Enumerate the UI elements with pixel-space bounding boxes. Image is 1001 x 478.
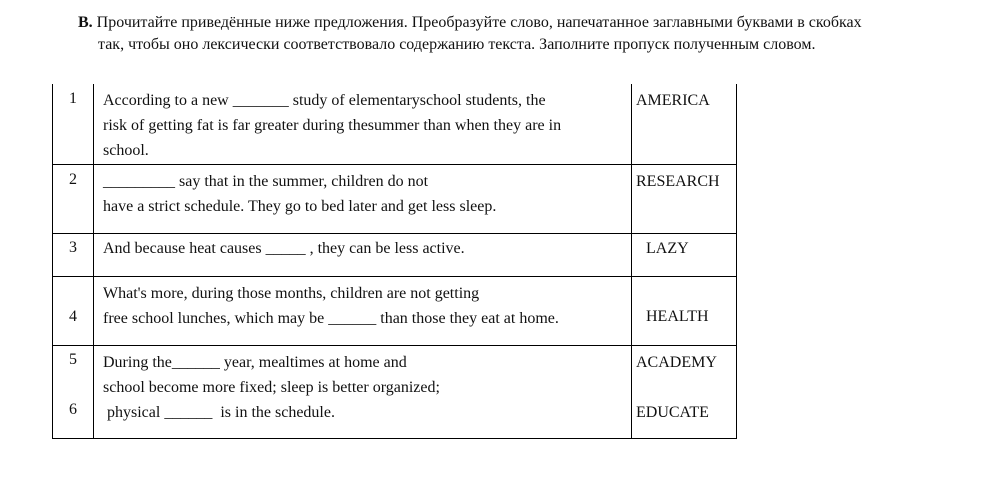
sentence-text: During the______ year, mealtimes at home and school become more fixed; sleep is better organized; physical ______ is in the schedule. <box>103 354 440 421</box>
table-row <box>53 165 737 234</box>
table-row <box>53 84 737 165</box>
task-label: B. <box>78 14 93 31</box>
table-row <box>53 346 737 439</box>
instruction-line-1: B. Прочитайте приведённые ниже предложения. Преобразуйте слово, напечатанное заглавными буквами в скобках <box>78 14 862 31</box>
key-word: RESEARCH <box>636 173 720 190</box>
key-word: EDUCATE <box>636 404 709 421</box>
sentence-text: And because heat causes _____ , they can be less active. <box>103 240 465 257</box>
key-word: ACADEMY <box>636 354 717 371</box>
sentence-text: What's more, during those months, children are not getting free school lunches, which may be ______ than those they eat at home. <box>103 285 559 327</box>
row-number: 6 <box>69 401 77 418</box>
instruction-line-2: так, чтобы оно лексически соответствовало содержанию текста. Заполните пропуск полученным словом. <box>98 36 816 53</box>
sentence-text: _________ say that in the summer, children do not have a strict schedule. They go to bed later and get less sleep. <box>103 173 497 215</box>
table-row <box>53 234 737 277</box>
key-word: LAZY <box>646 240 689 257</box>
instruction-block <box>78 12 988 56</box>
key-word: HEALTH <box>646 308 709 325</box>
row-number: 3 <box>69 239 77 256</box>
row-number: 2 <box>69 171 77 188</box>
row-number: 4 <box>69 308 77 325</box>
exercise-table <box>52 84 737 439</box>
row-number: 5 <box>69 351 77 368</box>
sentence-text: According to a new _______ study of elementaryschool students, the risk of getting fat is far greater during thesummer than when they are in school. <box>103 92 562 159</box>
key-word: AMERICA <box>636 92 710 109</box>
row-number: 1 <box>69 90 77 107</box>
table-row <box>53 277 737 346</box>
